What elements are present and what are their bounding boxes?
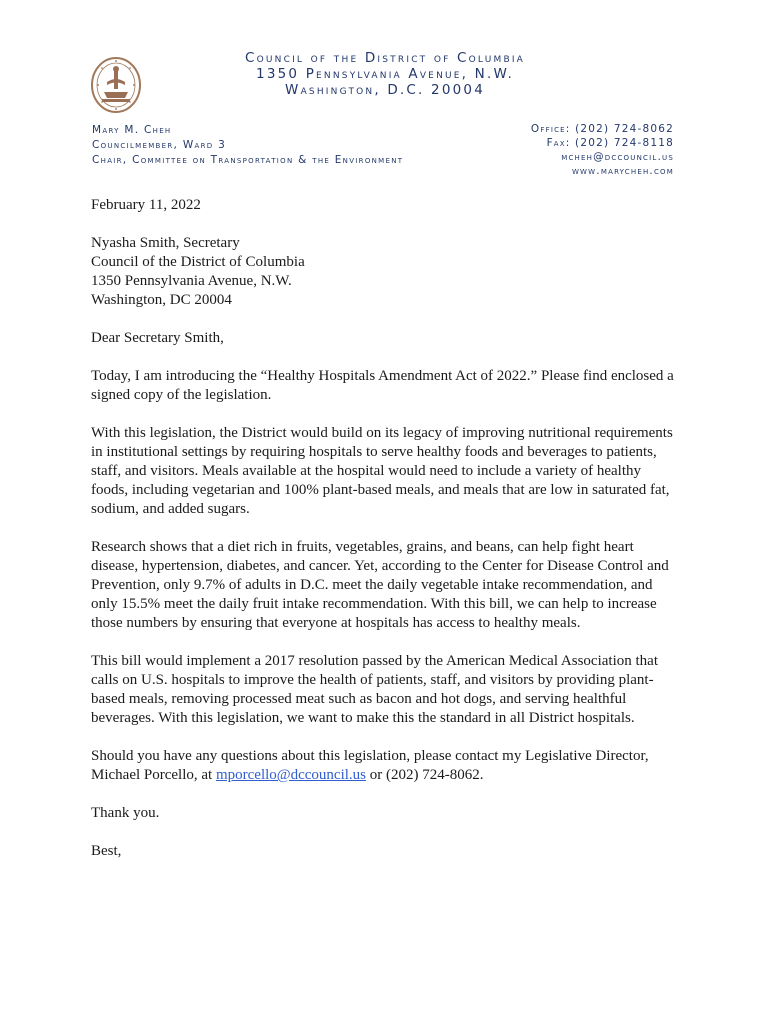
contact-text: Should you have any questions about this legislation, please contact my Legislative Director, Michael Porcello, at bbox=[91, 748, 649, 783]
fax-number: Fax: (202) 724-8118 bbox=[546, 137, 674, 149]
closing: Best, bbox=[91, 843, 122, 859]
contact-block bbox=[531, 122, 674, 178]
salutation: Dear Secretary Smith, bbox=[91, 330, 224, 346]
paragraph-legislation: With this legislation, the District would build on its legacy of improving nutritional requirements in institutional settings by requiring hospitals to serve healthy foods and beverages to patients, staff, and visitors. Meals available at the hospital would need to include a variety of healthy foods, including vegetarian and 100% plant-based meals, and meals that are low in saturated fat, sodium, and added sugars. bbox=[91, 425, 673, 517]
councilmember-name: Mary M. Cheh bbox=[92, 124, 172, 136]
council-address-line2: Washington, D.C. 20004 bbox=[285, 82, 485, 98]
website: www.marycheh.com bbox=[571, 165, 674, 177]
recipient-line: 1350 Pennsylvania Avenue, N.W. bbox=[91, 273, 292, 289]
councilmember-ward: Councilmember, Ward 3 bbox=[92, 139, 227, 151]
recipient-line: Washington, DC 20004 bbox=[91, 292, 232, 308]
paragraph-ama-resolution: This bill would implement a 2017 resolution passed by the American Medical Association that calls on U.S. hospitals to improve the health of patients, staff, and visitors by providing plant-based meals, removing processed meat such as bacon and hot dogs, and serving healthful beverages. With this legislation, we want to make this the standard in all District hospitals. bbox=[91, 653, 658, 726]
recipient-line: Nyasha Smith, Secretary bbox=[91, 235, 240, 251]
council-letterhead bbox=[150, 50, 620, 98]
paragraph-research: Research shows that a diet rich in fruits, vegetables, grains, and beans, can help fight heart disease, hypertension, diabetes, and cancer. Yet, according to the Center for Disease Control and Prevention, only 9.7% of adults in D.C. meet the daily vegetable intake recommendation, and only 15.5% meet the daily fruit intake recommendation. With this bill, we can help to increase those numbers by ensuring that everyone at hospitals has access to healthy meals. bbox=[91, 539, 669, 631]
recipient-address bbox=[91, 234, 681, 310]
councilmember-block bbox=[92, 123, 403, 168]
recipient-line: Council of the District of Columbia bbox=[91, 254, 305, 270]
paragraph-intro: Today, I am introducing the “Healthy Hospitals Amendment Act of 2022.” Please find enclosed a signed copy of the legislation. bbox=[91, 368, 674, 403]
letter-body bbox=[91, 196, 681, 880]
thanks: Thank you. bbox=[91, 805, 160, 821]
office-phone: Office: (202) 724-8062 bbox=[530, 123, 674, 135]
councilmember-committee: Chair, Committee on Transportation & the Environment bbox=[92, 154, 404, 166]
email-link[interactable]: mporcello@dccouncil.us bbox=[215, 767, 366, 783]
council-name: Council of the District of Columbia bbox=[244, 50, 526, 66]
letter-date: February 11, 2022 bbox=[91, 197, 201, 213]
paragraph-contact bbox=[91, 747, 681, 785]
contact-text-end: or (202) 724-8062. bbox=[366, 767, 484, 783]
contact-email: mcheh@dccouncil.us bbox=[561, 151, 674, 163]
council-seal-icon bbox=[90, 56, 142, 114]
council-address-line1: 1350 Pennsylvania Avenue, N.W. bbox=[256, 66, 514, 82]
